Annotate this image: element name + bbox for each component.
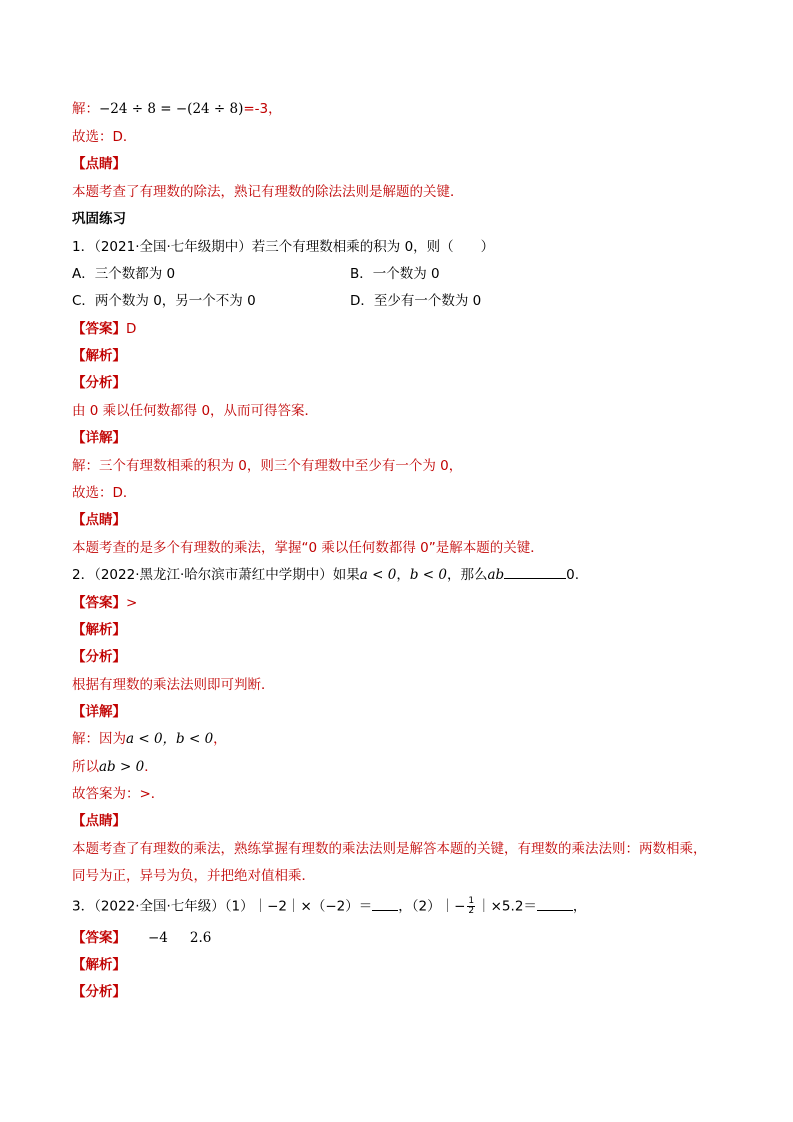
- q3-stem-mid2: ｜×5.2＝: [477, 898, 537, 915]
- q2-answer-blank: [504, 566, 566, 579]
- q1-stem: 1．（2021·全国·七年级期中）若三个有理数相乘的积为 0，则（ ）: [72, 239, 495, 255]
- q2-stem-mid: ，那么: [446, 567, 488, 583]
- q1-answer: D: [126, 321, 137, 337]
- q2-condition-b: b < 0: [409, 567, 447, 583]
- q3-fraction: [467, 897, 475, 916]
- q2-answer: >: [126, 595, 138, 611]
- q3-stem-mid: ，（2）｜−: [398, 898, 466, 915]
- q1-comment: 本题考查的是多个有理数的乘法，掌握“0 乘以任何数都得 0”是解本题的关键．: [72, 540, 544, 556]
- q3-answer-1: −4: [148, 930, 168, 946]
- solution-result: =-3，: [243, 101, 282, 117]
- q2-dianjing-label: 【点睛】: [72, 813, 126, 829]
- q1-options-row-1: [72, 265, 440, 283]
- q2-ab: ab: [487, 567, 505, 583]
- q2-stem-end: 0.: [566, 567, 580, 583]
- q3-fraction-numerator: 1: [468, 896, 475, 906]
- q3-fenxi-label: 【分析】: [72, 984, 126, 1000]
- q2-detail-1-math: a < 0，b < 0: [126, 731, 214, 747]
- q2-answer-label: 【答案】: [72, 595, 126, 611]
- q1-xiangjie-label: 【详解】: [72, 430, 126, 446]
- q3-fraction-denominator: 2: [468, 906, 475, 916]
- q2-detail-2-math: ab > 0: [99, 759, 145, 775]
- q1-option-c: C．两个数为 0，另一个不为 0: [72, 293, 256, 309]
- q1-option-d: D．至少有一个数为 0: [350, 293, 482, 309]
- q2-stem: [72, 566, 579, 584]
- q2-detail-1-end: ，: [213, 731, 227, 747]
- q2-detail-2: [72, 758, 158, 776]
- q1-detail: 解：三个有理数相乘的积为 0，则三个有理数中至少有一个为 0，: [72, 458, 463, 474]
- q1-option-b: B．一个数为 0: [350, 266, 440, 282]
- q2-condition-a: a < 0: [359, 567, 397, 583]
- q2-jiexi-label: 【解析】: [72, 622, 126, 638]
- q2-stem-prefix: 2．（2022·黑龙江·哈尔滨市萧红中学期中）如果: [72, 567, 360, 583]
- q2-analysis: 根据有理数的乘法法则即可判断．: [72, 677, 275, 693]
- q2-detail-2-prefix: 所以: [72, 759, 99, 775]
- q2-comment-2: 同号为正，异号为负，并把绝对值相乘．: [72, 868, 315, 884]
- q3-answer-2: 2.6: [189, 930, 212, 946]
- q3-stem: [72, 897, 586, 916]
- q1-answer-label: 【答案】: [72, 321, 126, 337]
- q2-detail-1: [72, 730, 227, 748]
- q1-option-a: A．三个数都为 0: [72, 266, 176, 282]
- q3-jiexi-label: 【解析】: [72, 957, 126, 973]
- q2-comment-1: 本题考查了有理数的乘法，熟练掌握有理数的乘法法则是解答本题的关键，有理数的乘法法则：两数相乘，: [72, 841, 707, 857]
- q2-detail-1-prefix: 解：因为: [72, 731, 126, 747]
- q3-answer-line: [72, 929, 211, 947]
- q3-answer-label: 【答案】: [72, 930, 126, 946]
- q1-fenxi-label: 【分析】: [72, 375, 126, 391]
- solution-prefix: 解：: [72, 101, 99, 117]
- top-solution-line: [72, 100, 282, 118]
- top-choice: 故选：D．: [72, 129, 137, 145]
- q2-detail-2-end: ．: [144, 759, 158, 775]
- q2-answer-line: [72, 594, 137, 612]
- q3-blank-2: [537, 898, 573, 911]
- q1-options-row-2: [72, 292, 482, 310]
- q3-stem-prefix: 3．（2022·全国·七年级）（1）｜−2｜×（−2）＝: [72, 898, 373, 915]
- q2-detail-3: 故答案为：>．: [72, 786, 165, 802]
- q3-blank-1: [372, 898, 398, 911]
- q2-xiangjie-label: 【详解】: [72, 704, 126, 720]
- q1-analysis: 由 0 乘以任何数都得 0，从而可得答案．: [72, 403, 319, 419]
- q1-answer-line: [72, 320, 136, 338]
- section-title: 巩固练习: [72, 211, 126, 227]
- q2-fenxi-label: 【分析】: [72, 649, 126, 665]
- q1-choice: 故选：D．: [72, 485, 137, 501]
- q2-separator: ，: [396, 567, 410, 583]
- solution-expression: −24 ÷ 8 = −(24 ÷ 8): [99, 101, 244, 117]
- q1-dianjing-label: 【点睛】: [72, 512, 126, 528]
- top-comment: 本题考查了有理数的除法，熟记有理数的除法法则是解题的关键．: [72, 184, 464, 200]
- q3-stem-end: ，: [572, 898, 587, 915]
- top-dianjing-label: 【点睛】: [72, 156, 126, 172]
- q1-jiexi-label: 【解析】: [72, 348, 126, 364]
